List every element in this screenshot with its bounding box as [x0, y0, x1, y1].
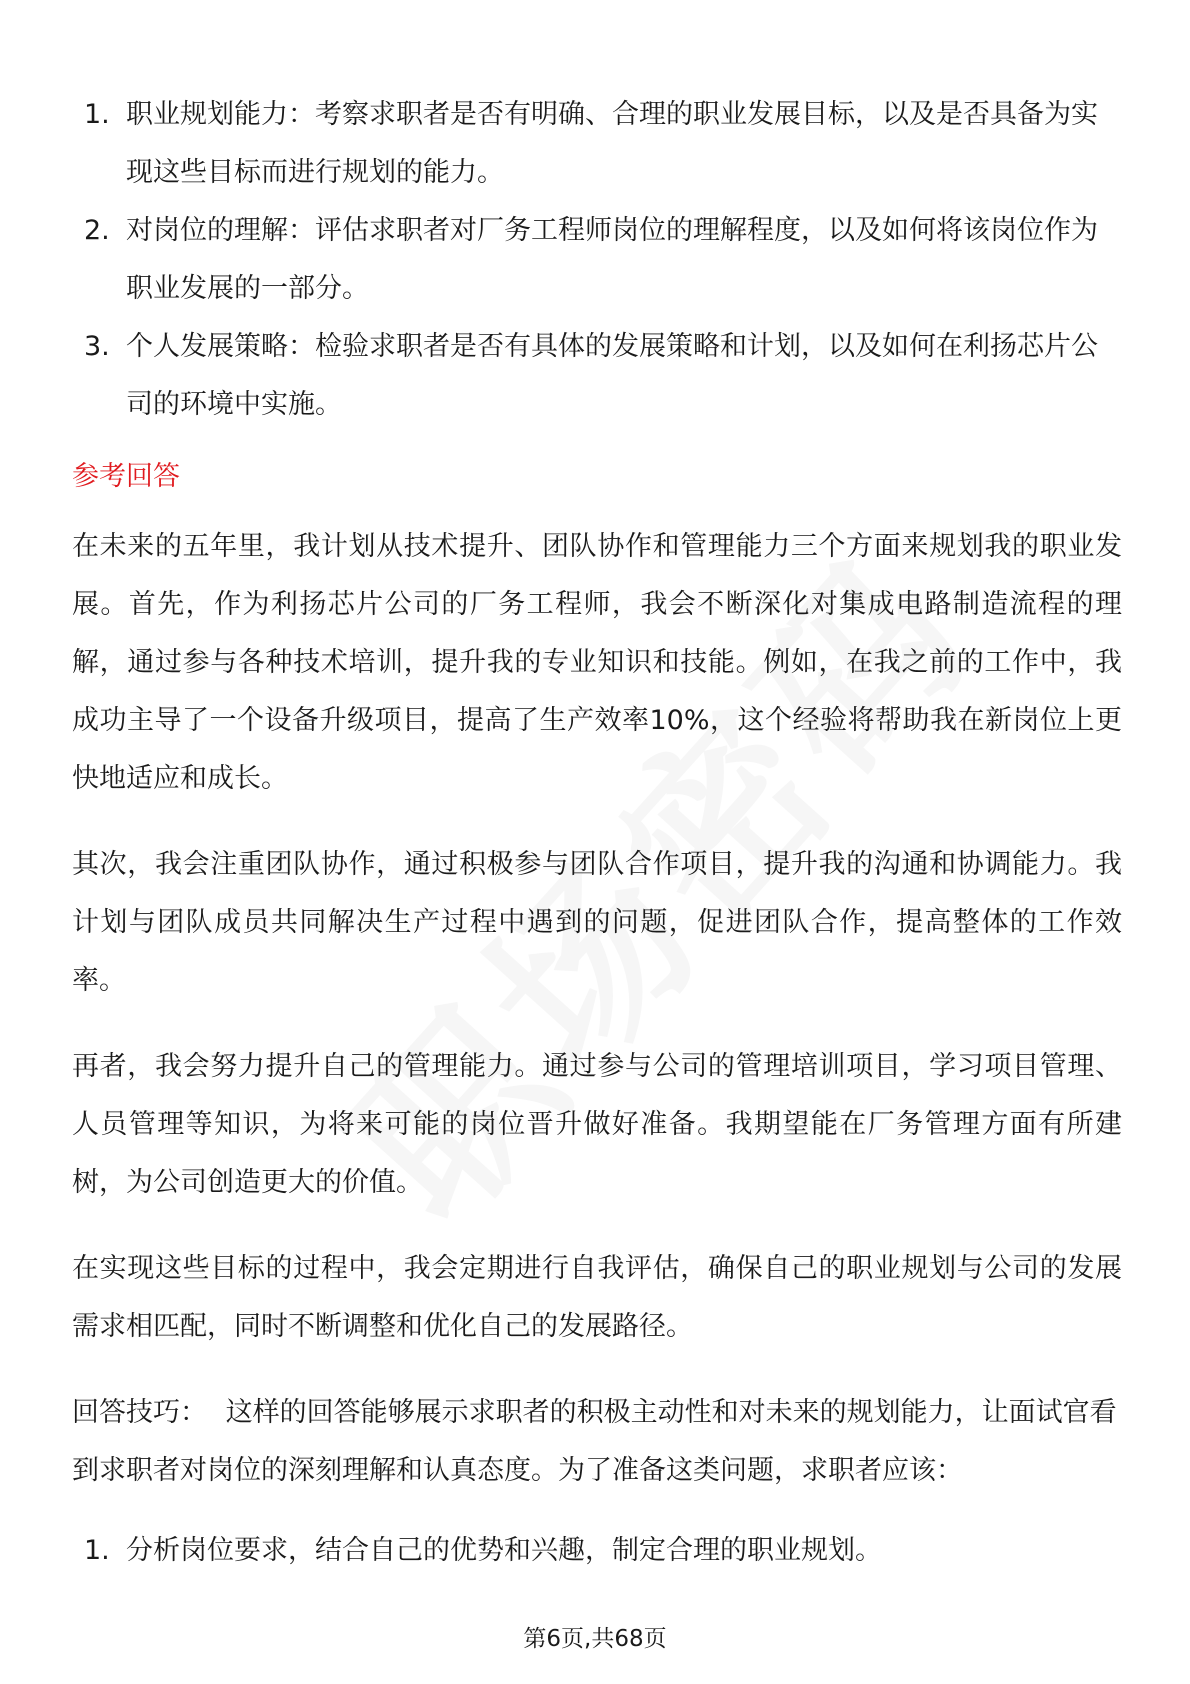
page-content: [72, 86, 1122, 1580]
tips-list: [72, 1522, 1122, 1580]
list-item: [72, 202, 1122, 318]
list-item-text: 分析岗位要求，结合自己的优势和兴趣，制定合理的职业规划。: [126, 1535, 882, 1566]
list-item: [72, 1522, 1122, 1580]
answer-tips: [72, 1384, 1122, 1500]
list-item-text: 职业规划能力：考察求职者是否有明确、合理的职业发展目标，以及是否具备为实现这些目标而进行规划的能力。: [126, 99, 1098, 188]
answer-paragraph: 在实现这些目标的过程中，我会定期进行自我评估，确保自己的职业规划与公司的发展需求相匹配，同时不断调整和优化自己的发展路径。: [72, 1253, 1122, 1342]
tips-label: 回答技巧：: [72, 1397, 207, 1428]
list-item: [72, 318, 1122, 434]
list-item: [72, 86, 1122, 202]
tips-text: 这样的回答能够展示求职者的积极主动性和对未来的规划能力，让面试官看到求职者对岗位的深刻理解和认真态度。为了准备这类问题，求职者应该：: [72, 1397, 1117, 1486]
answer-paragraph: 其次，我会注重团队协作，通过积极参与团队合作项目，提升我的沟通和协调能力。我计划与团队成员共同解决生产过程中遇到的问题，促进团队合作，提高整体的工作效率。: [72, 849, 1122, 996]
reference-answer-heading: 参考回答: [72, 461, 180, 492]
list-item-text: 个人发展策略：检验求职者是否有具体的发展策略和计划，以及如何在利扬芯片公司的环境中实施。: [126, 331, 1098, 420]
list-item-text: 对岗位的理解：评估求职者对厂务工程师岗位的理解程度，以及如何将该岗位作为职业发展的一部分。: [126, 215, 1098, 304]
list-item-number: 1.: [84, 99, 110, 130]
list-item-number: 2.: [84, 215, 110, 246]
criteria-list: [72, 86, 1122, 434]
answer-paragraph: 在未来的五年里，我计划从技术提升、团队协作和管理能力三个方面来规划我的职业发展。首先，作为利扬芯片公司的厂务工程师，我会不断深化对集成电路制造流程的理解，通过参与各种技术培训，提升我的专业知识和技能。例如，在我之前的工作中，我成功主导了一个设备升级项目，提高了生产效率10%，这个经验将帮助我在新岗位上更快地适应和成长。: [72, 531, 1122, 794]
list-item-number: 1.: [84, 1535, 110, 1566]
page-footer: 第6页,共68页: [523, 1626, 667, 1652]
list-item-number: 3.: [84, 331, 110, 362]
answer-paragraph: 再者，我会努力提升自己的管理能力。通过参与公司的管理培训项目，学习项目管理、人员管理等知识，为将来可能的岗位晋升做好准备。我期望能在厂务管理方面有所建树，为公司创造更大的价值。: [72, 1051, 1122, 1198]
